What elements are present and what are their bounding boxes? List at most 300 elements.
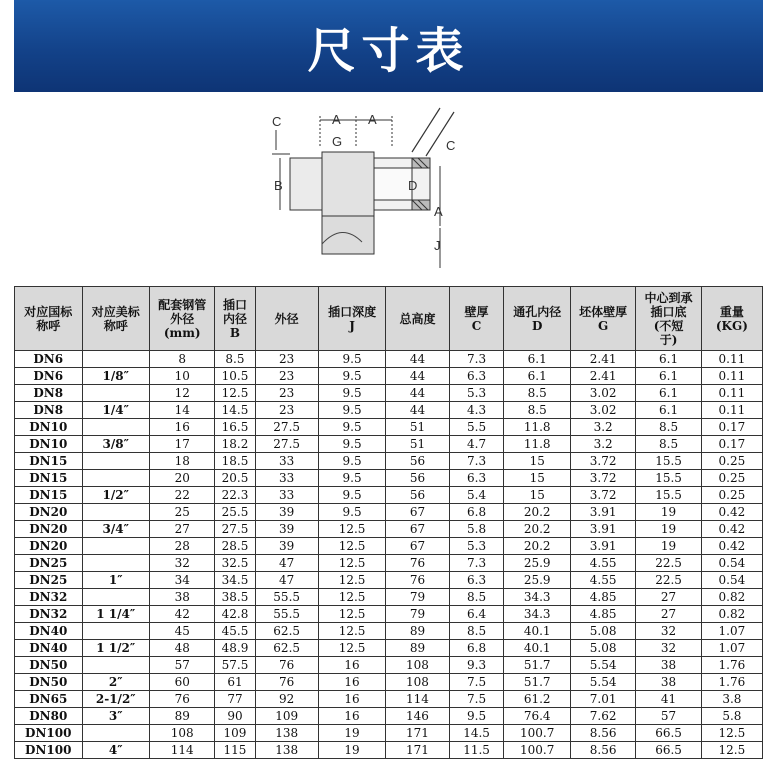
table-cell: 0.82 [701,589,762,606]
table-cell: 6.3 [449,368,504,385]
table-cell: 20.5 [215,470,255,487]
table-cell: 6.1 [504,351,570,368]
table-cell: 20.2 [504,538,570,555]
table-cell: 14 [150,402,215,419]
label-c-diag: C [446,138,456,153]
table-cell: 9.5 [449,708,504,725]
table-cell: 12.5 [701,742,762,759]
column-header [215,287,255,351]
table-cell: 6.4 [449,606,504,623]
table-row [15,674,763,691]
table-row [15,470,763,487]
table-cell: 9.5 [318,351,386,368]
table-cell: 5.4 [449,487,504,504]
table-cell: 1/4″ [82,402,150,419]
table-cell: 1″ [82,572,150,589]
table-cell: 45 [150,623,215,640]
table-cell: 5.3 [449,385,504,402]
table-cell: 1.76 [701,657,762,674]
table-cell: 60 [150,674,215,691]
table-cell: 25 [150,504,215,521]
table-cell: 55.5 [255,589,318,606]
table-cell: 1.07 [701,623,762,640]
table-cell: 0.11 [701,385,762,402]
table-cell: 34.3 [504,606,570,623]
table-cell: 16 [318,708,386,725]
table-cell: 3.2 [570,419,635,436]
table-row [15,351,763,368]
table-cell: 0.42 [701,538,762,555]
table-row [15,725,763,742]
column-header [318,287,386,351]
table-cell [82,589,150,606]
column-header-line: 于) [659,332,678,347]
table-cell: 39 [255,521,318,538]
column-header-line: 插口底 [650,304,687,319]
column-header-line: (mm) [163,325,201,340]
table-cell: 27 [150,521,215,538]
table-cell: 19 [318,725,386,742]
table-cell: 19 [318,742,386,759]
table-row [15,657,763,674]
table-cell: DN20 [15,521,83,538]
table-cell: 6.8 [449,640,504,657]
table-cell: DN6 [15,351,83,368]
table-cell: 89 [386,640,449,657]
column-header-line: 称呼 [36,318,61,333]
table-cell: 114 [150,742,215,759]
table-cell: DN10 [15,419,83,436]
table-cell: 8.5 [449,589,504,606]
table-cell: 42 [150,606,215,623]
table-cell: 48.9 [215,640,255,657]
table-cell: 0.54 [701,572,762,589]
table-cell: 16 [150,419,215,436]
table-cell [82,351,150,368]
table-cell: DN20 [15,538,83,555]
table-row [15,453,763,470]
table-cell: 12.5 [318,538,386,555]
table-cell: 4.55 [570,572,635,589]
table-cell: 15 [504,453,570,470]
table-cell: DN100 [15,725,83,742]
table-cell: DN80 [15,708,83,725]
table-cell: 1/2″ [82,487,150,504]
table-cell: 5.8 [701,708,762,725]
table-cell: 12.5 [701,725,762,742]
column-header-line: (KG) [715,318,748,333]
table-cell: 33 [255,470,318,487]
table-cell: 12 [150,385,215,402]
column-header-line: J [349,318,355,333]
table-cell: 38 [636,657,701,674]
table-cell: 41 [636,691,701,708]
table-cell: 0.42 [701,521,762,538]
table-row [15,606,763,623]
table-cell: 8.5 [504,385,570,402]
table-cell: 51.7 [504,674,570,691]
table-cell: 79 [386,606,449,623]
table-cell: 39 [255,538,318,555]
table-cell: 3.02 [570,385,635,402]
table-cell: 32 [636,623,701,640]
table-cell: 55.5 [255,606,318,623]
banner-title: 尺寸表 [307,22,470,79]
table-cell: 27.5 [255,436,318,453]
table-cell [82,538,150,555]
table-cell: 22.5 [636,555,701,572]
table-cell: 15.5 [636,470,701,487]
table-cell: 8.5 [504,402,570,419]
table-cell: 4.3 [449,402,504,419]
table-cell: 6.3 [449,470,504,487]
table-cell: 27.5 [215,521,255,538]
column-header-line: 对应国标 [24,304,73,319]
table-cell: 4.85 [570,606,635,623]
table-cell: 27 [636,606,701,623]
table-cell: 114 [386,691,449,708]
table-cell: 7.5 [449,691,504,708]
table-cell: 51 [386,436,449,453]
table-cell: 5.5 [449,419,504,436]
table-cell: 3.2 [570,436,635,453]
table-cell: 5.3 [449,538,504,555]
table-cell: 4.7 [449,436,504,453]
table-cell: 8.5 [215,351,255,368]
table-cell: 100.7 [504,742,570,759]
table-cell [82,657,150,674]
table-cell: 16.5 [215,419,255,436]
table-cell: 67 [386,521,449,538]
table-row [15,436,763,453]
table-cell: 56 [386,470,449,487]
table-header-row [15,287,763,351]
table-cell: 0.54 [701,555,762,572]
table-cell: 42.8 [215,606,255,623]
column-header [504,287,570,351]
table-cell: 89 [386,623,449,640]
table-cell: DN15 [15,470,83,487]
table-cell: 5.08 [570,640,635,657]
table-row [15,521,763,538]
table-cell: 23 [255,351,318,368]
table-cell: 17 [150,436,215,453]
table-cell: 100.7 [504,725,570,742]
table-row [15,572,763,589]
table-cell: 9.5 [318,402,386,419]
table-cell: 109 [215,725,255,742]
table-cell: DN65 [15,691,83,708]
label-j: J [434,238,441,253]
column-header-line: 对应美标 [91,304,140,319]
table-cell: 6.1 [636,351,701,368]
table-row [15,623,763,640]
table-cell: 3.91 [570,504,635,521]
table-cell: 57.5 [215,657,255,674]
table-cell: 8.56 [570,742,635,759]
column-header [15,287,83,351]
table-cell: 90 [215,708,255,725]
table-cell: 67 [386,504,449,521]
table-cell: 76.4 [504,708,570,725]
table-cell: 3.02 [570,402,635,419]
table-body [15,351,763,759]
table-cell: 45.5 [215,623,255,640]
table-cell: 12.5 [318,606,386,623]
table-cell: 1.07 [701,640,762,657]
table-cell: 56 [386,453,449,470]
column-header-line: 壁厚 [464,304,489,319]
table-cell: 12.5 [318,589,386,606]
table-cell: DN100 [15,742,83,759]
table-cell: 15.5 [636,453,701,470]
table-cell: 0.11 [701,351,762,368]
table-row [15,368,763,385]
table-cell: 4″ [82,742,150,759]
table-cell: 0.25 [701,453,762,470]
table-cell: 6.1 [636,402,701,419]
table-cell: 10 [150,368,215,385]
table-cell: 1 1/4″ [82,606,150,623]
table-cell: 61 [215,674,255,691]
table-cell: 44 [386,402,449,419]
column-header-line: 重量 [719,304,744,319]
table-cell: 27 [636,589,701,606]
table-cell: 20 [150,470,215,487]
dimension-table [14,286,763,759]
table-cell: 23 [255,385,318,402]
table-row [15,538,763,555]
column-header-line: 通孔内径 [513,304,562,319]
label-a-left: A [332,112,341,127]
table-cell: 7.62 [570,708,635,725]
table-row [15,589,763,606]
table-cell: 0.11 [701,368,762,385]
bottom-branch [322,216,374,254]
table-row [15,555,763,572]
table-cell: DN15 [15,453,83,470]
table-cell: 47 [255,555,318,572]
table-cell: 6.1 [636,368,701,385]
table-cell [82,555,150,572]
table-cell: 9.5 [318,453,386,470]
table-cell: 11.5 [449,742,504,759]
table-cell: 20.2 [504,504,570,521]
table-cell: 8.56 [570,725,635,742]
table-cell: 3.8 [701,691,762,708]
table-cell: 138 [255,725,318,742]
table-cell [82,385,150,402]
label-g: G [332,134,343,149]
main-body [322,152,374,216]
table-cell: 12.5 [318,572,386,589]
column-header-line: 外径 [170,311,195,326]
table-row [15,402,763,419]
column-header [449,287,504,351]
table-cell: 79 [386,589,449,606]
table-cell: DN25 [15,572,83,589]
table-cell: 38.5 [215,589,255,606]
table-row [15,691,763,708]
table-cell: 108 [386,674,449,691]
table-cell: DN8 [15,385,83,402]
table-cell: 28 [150,538,215,555]
table-cell: 76 [150,691,215,708]
table-cell: 0.17 [701,419,762,436]
table-cell: 40.1 [504,623,570,640]
table-cell: 39 [255,504,318,521]
table-cell: 10.5 [215,368,255,385]
table-cell: 2-1/2″ [82,691,150,708]
table-cell: 3/8″ [82,436,150,453]
column-header-line: D [532,318,543,333]
table-cell: 23 [255,402,318,419]
table-cell: 1.76 [701,674,762,691]
table-cell: 2.41 [570,351,635,368]
table-cell: 32 [636,640,701,657]
table-cell [82,725,150,742]
table-cell: 22.5 [636,572,701,589]
table-cell: 2.41 [570,368,635,385]
table-cell: 22 [150,487,215,504]
table-cell: 14.5 [449,725,504,742]
table-cell: 20.2 [504,521,570,538]
table-cell: 28.5 [215,538,255,555]
table-cell: 25.9 [504,572,570,589]
table-row [15,708,763,725]
table-cell: 76 [386,555,449,572]
label-a-right: A [368,112,377,127]
table-cell: DN15 [15,487,83,504]
table-cell: 12.5 [318,555,386,572]
table-cell: 11.8 [504,419,570,436]
table-cell: 33 [255,453,318,470]
label-d: D [408,178,418,193]
table-cell: 77 [215,691,255,708]
table-cell: 18 [150,453,215,470]
table-cell: 67 [386,538,449,555]
table-cell: 9.5 [318,419,386,436]
column-header-line: B [229,325,241,340]
table-cell: 25.5 [215,504,255,521]
column-header [636,287,701,351]
table-cell: 146 [386,708,449,725]
table-cell: 6.1 [636,385,701,402]
table-cell: 0.25 [701,470,762,487]
table-cell: 0.17 [701,436,762,453]
table-cell [82,419,150,436]
column-header [386,287,449,351]
table-cell: 44 [386,351,449,368]
column-header [701,287,762,351]
table-cell: 12.5 [318,623,386,640]
table-cell: 48 [150,640,215,657]
table-cell: 8 [150,351,215,368]
table-cell: 171 [386,725,449,742]
table-cell: DN32 [15,589,83,606]
label-b: B [274,178,283,193]
column-header-line: 称呼 [103,318,128,333]
table-cell: 19 [636,521,701,538]
table-cell: 7.3 [449,351,504,368]
table-cell: 38 [150,589,215,606]
column-header-line: 外径 [274,311,299,326]
column-header-line: 插口深度 [328,304,377,319]
table-cell: 18.5 [215,453,255,470]
tee-fitting-diagram [262,104,478,276]
table-cell: 1/8″ [82,368,150,385]
table-cell: 51.7 [504,657,570,674]
table-cell: 12.5 [318,521,386,538]
table-cell: 34.5 [215,572,255,589]
table-cell: 0.11 [701,402,762,419]
table-row [15,742,763,759]
table-cell: 14.5 [215,402,255,419]
table-cell: DN40 [15,640,83,657]
table-cell: DN32 [15,606,83,623]
table-cell: 9.5 [318,470,386,487]
table-cell: 16 [318,691,386,708]
table-cell: 8.5 [636,419,701,436]
table-cell: 6.1 [504,368,570,385]
table-cell: DN40 [15,623,83,640]
table-cell: 47 [255,572,318,589]
table-cell: 22.3 [215,487,255,504]
table-cell: DN6 [15,368,83,385]
table-cell: 138 [255,742,318,759]
table-cell: 27.5 [255,419,318,436]
table-cell: 57 [636,708,701,725]
table-cell: 34 [150,572,215,589]
table-cell: 0.82 [701,606,762,623]
table-cell [82,453,150,470]
table-cell: 89 [150,708,215,725]
table-cell: 2″ [82,674,150,691]
table-cell: 6.8 [449,504,504,521]
table-cell: 5.54 [570,674,635,691]
table-cell: 3/4″ [82,521,150,538]
column-header [255,287,318,351]
table-cell: 15 [504,487,570,504]
column-header-line: 配套钢管 [158,297,207,312]
table-cell: 16 [318,674,386,691]
table-cell: DN25 [15,555,83,572]
table-cell: 0.42 [701,504,762,521]
table-cell: 15 [504,470,570,487]
table-cell: 34.3 [504,589,570,606]
table-cell: 25.9 [504,555,570,572]
table-cell: 51 [386,419,449,436]
table-cell: 19 [636,538,701,555]
table-cell: 3.91 [570,538,635,555]
table-cell: 62.5 [255,640,318,657]
table-cell [82,504,150,521]
table-cell: 61.2 [504,691,570,708]
table-cell: DN50 [15,674,83,691]
table-cell: DN8 [15,402,83,419]
column-header-line: (不短 [653,318,684,333]
table-cell [82,623,150,640]
table-cell: 19 [636,504,701,521]
column-header-line: G [598,318,609,333]
table-cell: 62.5 [255,623,318,640]
label-c-top: C [272,114,282,129]
table-cell: 7.5 [449,674,504,691]
column-header-line: 内径 [222,311,247,326]
table-row [15,385,763,402]
left-socket [290,158,326,210]
table-cell: 32 [150,555,215,572]
